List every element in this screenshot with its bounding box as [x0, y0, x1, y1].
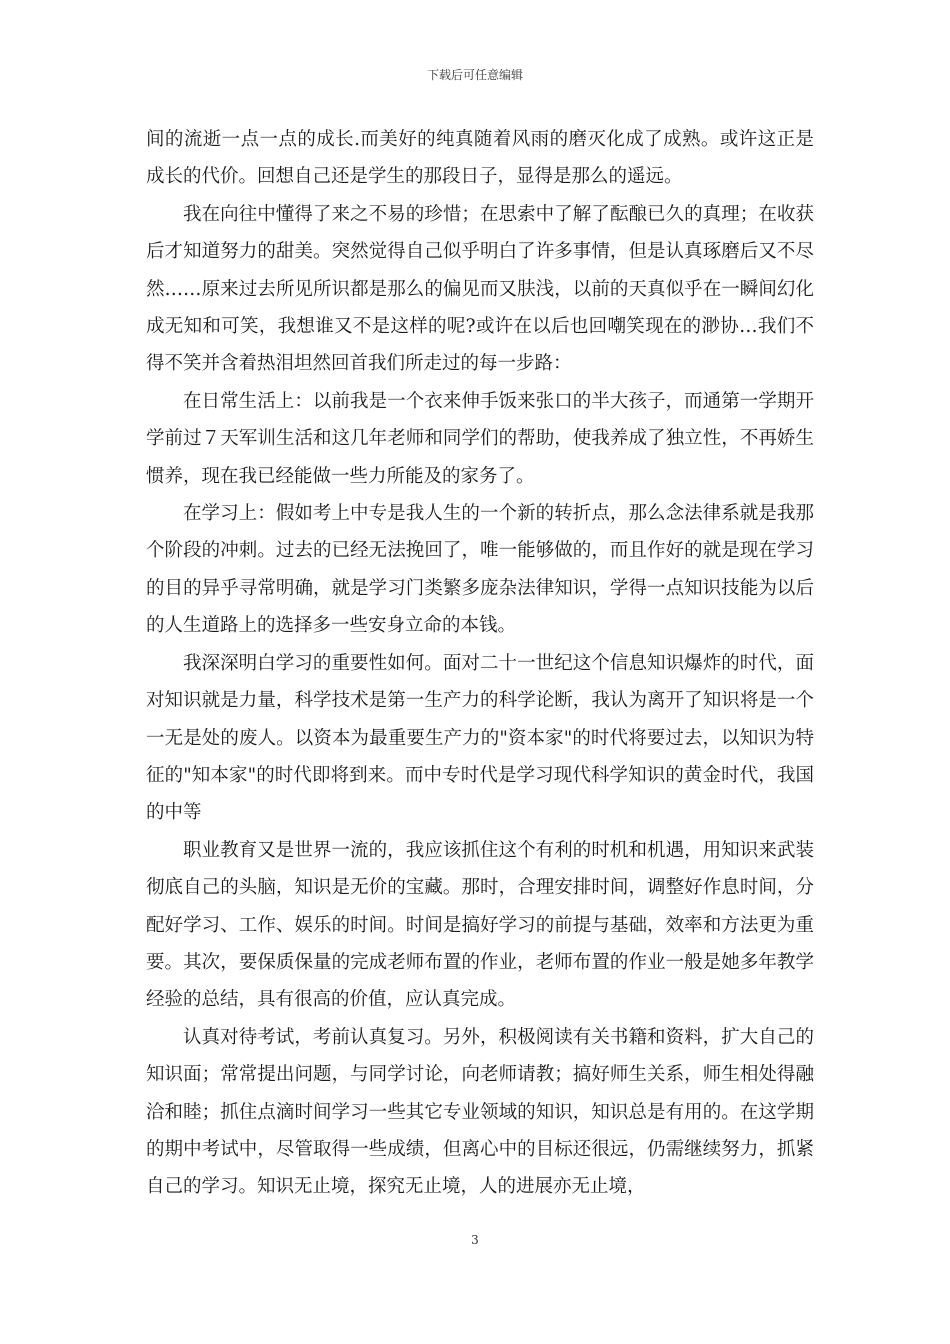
paragraph-2: 我在向往中懂得了来之不易的珍惜；在思索中了解了酝酿已久的真理；在收获后才知道努力的甜美。突然觉得自己似乎明白了许多事情，但是认真琢磨后又不尽然……原来过去所见所识都是那么的偏见而又肤浅，以前的天真似乎在一瞬间幻化成无知和可笑，我想谁又不是这样的呢?或许在以后也回嘲笑现在的渺协…我们不得不笑并含着热泪坦然回首我们所走过的每一步路：: [146, 203, 814, 375]
document-body: [146, 121, 814, 1206]
paragraph-6: 职业教育又是世界一流的，我应该抓住这个有利的时机和机遇，用知识来武装彻底自己的头脑，知识是无价的宝藏。那时，合理安排时间，调整好作息时间，分配好学习、工作、娱乐的时间。时间是搞好学习的前提与基础，效率和方法更为重要。其次，要保质保量的完成老师布置的作业，老师布置的作业一般是她多年教学经验的总结，具有很高的价值，应认真完成。: [146, 839, 814, 1011]
paragraph-5: 我深深明白学习的重要性如何。面对二十一世纪这个信息知识爆炸的时代，面对知识就是力量，科学技术是第一生产力的科学论断，我认为离开了知识将是一个一无是处的废人。以资本为最重要生产力的"资本家"的时代将要过去，以知识为特征的"知本家"的时代即将到来。而中专时代是学习现代科学知识的黄金时代，我国的中等: [146, 652, 814, 824]
page-header: 下载后可任意编辑: [426, 68, 523, 82]
paragraph-4: 在学习上：假如考上中专是我人生的一个新的转折点，那么念法律系就是我那个阶段的冲刺。过去的已经无法挽回了，唯一能够做的，而且作好的就是现在学习的目的异乎寻常明确，就是学习门类繁多庞杂法律知识，学得一点知识技能为以后的人生道路上的选择多一些安身立命的本钱。: [146, 503, 814, 637]
page-number: 3: [471, 1233, 479, 1247]
paragraph-1: 间的流逝一点一点的成长.而美好的纯真随着风雨的磨灭化成了成熟。或许这正是成长的代价。回想自己还是学生的那段日子，显得是那么的遥远。: [146, 129, 814, 188]
paragraph-3: 在日常生活上：以前我是一个衣来伸手饭来张口的半大孩子，而通第一学期开学前过７天军训生活和这几年老师和同学们的帮助，使我养成了独立性，不再娇生惯养，现在我已经能做一些力所能及的家务了。: [146, 390, 814, 487]
paragraph-7: 认真对待考试，考前认真复习。另外，积极阅读有关书籍和资料，扩大自己的知识面；常常提出问题，与同学讨论，向老师请教；搞好师生关系，师生相处得融洽和睦；抓住点滴时间学习一些其它专业领域的知识，知识总是有用的。在这学期的期中考试中，尽管取得一些成绩，但离心中的目标还很远，仍需继续努力，抓紧自己的学习。知识无止境，探究无止境，人的进展亦无止境，: [146, 1026, 814, 1198]
